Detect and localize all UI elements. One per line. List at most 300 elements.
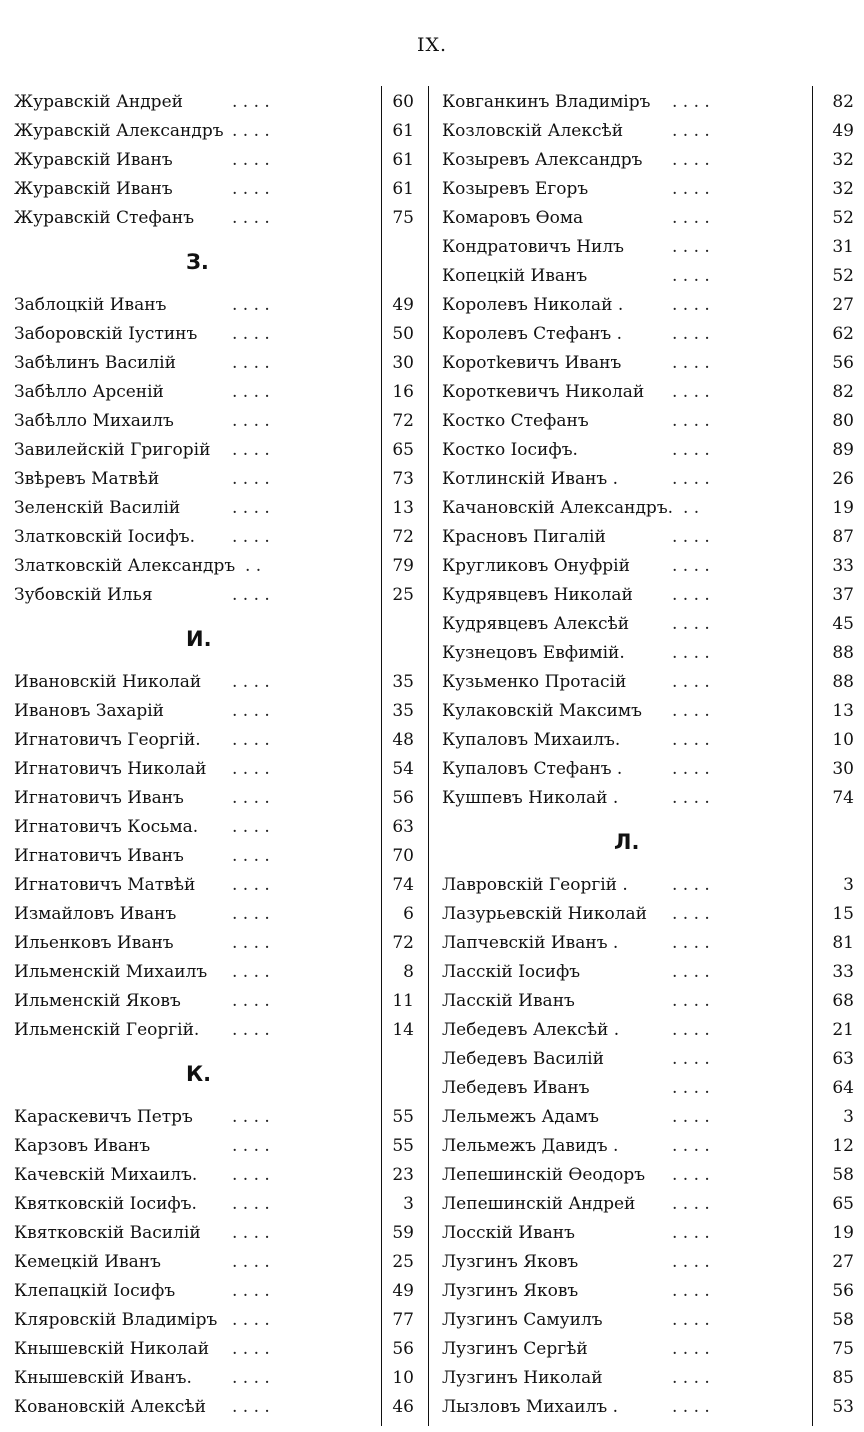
entry-name: Лепешинскій Ѳеодоръ — [442, 1165, 646, 1185]
leader-dots: . . . . — [672, 295, 710, 315]
leader-dots: . . . . — [672, 382, 710, 402]
entry-name: Карзовъ Иванъ — [14, 1136, 151, 1156]
entry-name: Лельмежъ Давидъ . — [442, 1136, 619, 1156]
entry-name: Кудрявцевъ Алексѣй — [442, 614, 630, 634]
leader-dots: . . . . — [232, 324, 270, 344]
entry-page-number: 72 — [392, 527, 414, 547]
entry-name: Ласскій Іосифъ — [442, 962, 581, 982]
entry-page-number: 25 — [392, 585, 414, 605]
entry-page-number: 87 — [832, 527, 854, 547]
leader-dots: . . . . — [232, 1165, 270, 1185]
entry-page-number: 63 — [392, 817, 414, 837]
leader-dots: . . . . — [672, 1252, 710, 1272]
section-letter-heading — [442, 813, 854, 871]
leader-dots: . . . . — [672, 1339, 710, 1359]
entry-name: Костко Іосифъ. — [442, 440, 578, 460]
entry-name: Лельмежъ Адамъ — [442, 1107, 599, 1127]
leader-dots: . . . . — [672, 759, 710, 779]
index-entry — [442, 552, 854, 581]
index-entry — [14, 1277, 414, 1306]
entry-name: Игнатовичъ Иванъ — [14, 788, 184, 808]
entry-page-number: 70 — [392, 846, 414, 866]
index-entry — [442, 784, 854, 813]
leader-dots: . . . . — [672, 875, 710, 895]
index-entry — [442, 320, 854, 349]
index-entry — [442, 1277, 854, 1306]
entry-name: Ильменскій Михаилъ — [14, 962, 208, 982]
entry-name: Забѣлинъ Василій — [14, 353, 176, 373]
leader-dots: . . . . — [672, 411, 710, 431]
entry-page-number: 56 — [832, 353, 854, 373]
leader-dots: . . . . — [232, 817, 270, 837]
index-entry — [442, 88, 854, 117]
entry-page-number: 61 — [392, 150, 414, 170]
leader-dots: . . . . — [232, 1223, 270, 1243]
section-letter: К. — [186, 1062, 212, 1086]
entry-name: Журавскій Иванъ — [14, 179, 173, 199]
entry-page-number: 56 — [392, 788, 414, 808]
leader-dots: . . . . — [232, 469, 270, 489]
index-entry — [442, 1161, 854, 1190]
leader-dots: . . . . — [672, 121, 710, 141]
entry-name: Игнатовичъ Косьма. — [14, 817, 199, 837]
entry-page-number: 62 — [832, 324, 854, 344]
leader-dots: . . . . — [232, 759, 270, 779]
entry-page-number: 68 — [832, 991, 854, 1011]
entry-page-number: 30 — [392, 353, 414, 373]
entry-page-number: 58 — [832, 1165, 854, 1185]
index-entry — [14, 1335, 414, 1364]
index-entry — [442, 726, 854, 755]
entry-page-number: 11 — [392, 991, 414, 1011]
entry-name: Забѣлло Арсеній — [14, 382, 164, 402]
leader-dots: . . . . — [672, 324, 710, 344]
entry-page-number: 61 — [392, 179, 414, 199]
leader-dots: . . . . — [232, 1107, 270, 1127]
entry-name: Звѣревъ Матвѣй — [14, 469, 160, 489]
leader-dots: . . . . — [672, 266, 710, 286]
section-letter-heading — [14, 233, 414, 291]
leader-dots: . . . . — [232, 1397, 270, 1417]
entry-page-number: 19 — [832, 498, 854, 518]
entry-name: Королевъ Стефанъ . — [442, 324, 623, 344]
index-entry — [14, 436, 414, 465]
index-entry — [14, 755, 414, 784]
index-entry — [442, 1074, 854, 1103]
leader-dots: . . — [683, 498, 700, 518]
leader-dots: . . . . — [672, 1368, 710, 1388]
leader-dots: . . . . — [672, 933, 710, 953]
entry-name: Кнышевскій Иванъ. — [14, 1368, 192, 1388]
leader-dots: . . . . — [672, 672, 710, 692]
leader-dots: . . . . — [672, 1078, 710, 1098]
leader-dots: . . . . — [232, 1310, 270, 1330]
entry-page-number: 13 — [832, 701, 854, 721]
entry-name: Журавскій Александръ — [14, 121, 224, 141]
leader-dots: . . . . — [232, 1020, 270, 1040]
index-entry — [442, 610, 854, 639]
leader-dots: . . . . — [672, 1194, 710, 1214]
entry-name: Кудрявцевъ Николай — [442, 585, 633, 605]
index-entry — [14, 1161, 414, 1190]
index-entry — [14, 697, 414, 726]
entry-page-number: 6 — [403, 904, 414, 924]
entry-page-number: 46 — [392, 1397, 414, 1417]
entry-page-number: 33 — [832, 556, 854, 576]
index-entry — [14, 407, 414, 436]
leader-dots: . . . . — [232, 179, 270, 199]
index-entry — [442, 175, 854, 204]
leader-dots: . . . . — [232, 701, 270, 721]
entry-page-number: 35 — [392, 701, 414, 721]
entry-page-number: 15 — [832, 904, 854, 924]
leader-dots: . . . . — [672, 1020, 710, 1040]
entry-page-number: 45 — [832, 614, 854, 634]
index-entry — [14, 1219, 414, 1248]
entry-name: Ивановъ Захарій — [14, 701, 164, 721]
leader-dots: . . — [245, 556, 262, 576]
index-entry — [14, 987, 414, 1016]
entry-page-number: 33 — [832, 962, 854, 982]
index-entry — [442, 581, 854, 610]
leader-dots: . . . . — [232, 382, 270, 402]
entry-page-number: 3 — [843, 875, 854, 895]
entry-name: Ковганкинъ Владиміръ — [442, 92, 651, 112]
entry-page-number: 72 — [392, 411, 414, 431]
leader-dots: . . . . — [672, 469, 710, 489]
leader-dots: . . . . — [672, 1223, 710, 1243]
entry-name: Купаловъ Михаилъ. — [442, 730, 621, 750]
index-entry — [442, 262, 854, 291]
leader-dots: . . . . — [232, 527, 270, 547]
leader-dots: . . . . — [672, 1049, 710, 1069]
entry-page-number: 77 — [392, 1310, 414, 1330]
entry-name: Игнатовичъ Матвѣй — [14, 875, 196, 895]
entry-page-number: 81 — [832, 933, 854, 953]
entry-name: Лузгинъ Яковъ — [442, 1252, 579, 1272]
entry-name: Кузьменко Протасій — [442, 672, 627, 692]
entry-page-number: 3 — [403, 1194, 414, 1214]
entry-page-number: 61 — [392, 121, 414, 141]
leader-dots: . . . . — [232, 788, 270, 808]
index-entry — [442, 1364, 854, 1393]
index-entry — [442, 871, 854, 900]
index-entry — [14, 581, 414, 610]
index-entry — [14, 842, 414, 871]
entry-name: Златковскій Александръ — [14, 556, 236, 576]
leader-dots: . . . . — [672, 904, 710, 924]
entry-page-number: 52 — [832, 208, 854, 228]
entry-page-number: 26 — [832, 469, 854, 489]
leader-dots: . . . . — [672, 1107, 710, 1127]
entry-name: Козыревъ Александръ — [442, 150, 643, 170]
index-entry — [14, 1306, 414, 1335]
entry-name: Игнатовичъ Георгій. — [14, 730, 201, 750]
entry-page-number: 52 — [832, 266, 854, 286]
index-entry — [442, 1393, 854, 1422]
entry-name: Забѣлло Михаилъ — [14, 411, 174, 431]
index-entry — [442, 929, 854, 958]
leader-dots: . . . . — [672, 701, 710, 721]
entry-name: Качановскій Александръ. — [442, 498, 674, 518]
entry-name: Лузгинъ Самуилъ — [442, 1310, 603, 1330]
leader-dots: . . . . — [232, 411, 270, 431]
leader-dots: . . . . — [672, 179, 710, 199]
leader-dots: . . . . — [672, 1165, 710, 1185]
entry-page-number: 13 — [392, 498, 414, 518]
entry-page-number: 27 — [832, 295, 854, 315]
index-entry — [442, 1103, 854, 1132]
entry-page-number: 27 — [832, 1252, 854, 1272]
entry-page-number: 64 — [832, 1078, 854, 1098]
entry-name: Зубовскій Илья — [14, 585, 153, 605]
entry-page-number: 49 — [392, 295, 414, 315]
leader-dots: . . . . — [232, 1281, 270, 1301]
entry-page-number: 30 — [832, 759, 854, 779]
section-letter: Л. — [614, 830, 640, 854]
entry-name: Коротkевичъ Иванъ — [442, 353, 622, 373]
leader-dots: . . . . — [232, 150, 270, 170]
index-entry — [14, 349, 414, 378]
entry-page-number: 10 — [832, 730, 854, 750]
leader-dots: . . . . — [672, 788, 710, 808]
index-entry — [442, 1219, 854, 1248]
entry-page-number: 3 — [843, 1107, 854, 1127]
index-entry — [14, 958, 414, 987]
leader-dots: . . . . — [232, 121, 270, 141]
entry-name: Котлинскій Иванъ . — [442, 469, 619, 489]
entry-name: Лебедевъ Василій — [442, 1049, 604, 1069]
entry-page-number: 74 — [392, 875, 414, 895]
leader-dots: . . . . — [672, 92, 710, 112]
index-entry — [14, 900, 414, 929]
entry-page-number: 82 — [832, 92, 854, 112]
index-column-left — [14, 88, 414, 1422]
leader-dots: . . . . — [672, 991, 710, 1011]
entry-name: Заблоцкій Иванъ — [14, 295, 167, 315]
index-entry — [14, 668, 414, 697]
leader-dots: . . . . — [672, 237, 710, 257]
entry-page-number: 23 — [392, 1165, 414, 1185]
index-entry — [442, 204, 854, 233]
entry-page-number: 79 — [392, 556, 414, 576]
index-entry — [442, 494, 854, 523]
entry-name: Лузгинъ Николай — [442, 1368, 603, 1388]
entry-name: Лызловъ Михаилъ . — [442, 1397, 619, 1417]
entry-name: Кругликовъ Онуфрій — [442, 556, 630, 576]
index-entry — [442, 1016, 854, 1045]
index-entry — [14, 813, 414, 842]
index-entry — [14, 1132, 414, 1161]
entry-name: Лузгинъ Яковъ — [442, 1281, 579, 1301]
entry-name: Игнатовичъ Иванъ — [14, 846, 184, 866]
entry-page-number: 31 — [832, 237, 854, 257]
entry-page-number: 54 — [392, 759, 414, 779]
index-entry — [14, 1190, 414, 1219]
entry-name: Короткевичъ Николай — [442, 382, 645, 402]
leader-dots: . . . . — [672, 208, 710, 228]
entry-page-number: 48 — [392, 730, 414, 750]
index-entry — [442, 349, 854, 378]
index-entry — [442, 668, 854, 697]
entry-page-number: 65 — [392, 440, 414, 460]
entry-page-number: 50 — [392, 324, 414, 344]
leader-dots: . . . . — [672, 440, 710, 460]
entry-name: Журавскій Стефанъ — [14, 208, 195, 228]
entry-name: Лапчевскій Иванъ . — [442, 933, 619, 953]
entry-name: Журавскій Андрей — [14, 92, 183, 112]
entry-page-number: 56 — [832, 1281, 854, 1301]
leader-dots: . . . . — [672, 527, 710, 547]
entry-page-number: 49 — [832, 121, 854, 141]
leader-dots: . . . . — [232, 440, 270, 460]
entry-name: Квятковскій Іосифъ. — [14, 1194, 197, 1214]
entry-name: Красновъ Пигалій — [442, 527, 606, 547]
entry-page-number: 49 — [392, 1281, 414, 1301]
leader-dots: . . . . — [232, 498, 270, 518]
index-entry — [14, 494, 414, 523]
entry-name: Игнатовичъ Николай — [14, 759, 207, 779]
entry-name: Козыревъ Егоръ — [442, 179, 589, 199]
entry-page-number: 58 — [832, 1310, 854, 1330]
leader-dots: . . . . — [672, 1310, 710, 1330]
index-entry — [442, 465, 854, 494]
index-entry — [442, 233, 854, 262]
section-letter-heading — [14, 610, 414, 668]
entry-name: Измайловъ Иванъ — [14, 904, 177, 924]
index-entry — [442, 697, 854, 726]
entry-page-number: 75 — [392, 208, 414, 228]
entry-name: Лавровскій Георгій . — [442, 875, 628, 895]
entry-name: Квятковскій Василій — [14, 1223, 201, 1243]
leader-dots: . . . . — [672, 643, 710, 663]
entry-page-number: 37 — [832, 585, 854, 605]
index-entry — [14, 175, 414, 204]
entry-page-number: 88 — [832, 672, 854, 692]
entry-name: Ивановскій Николай — [14, 672, 202, 692]
index-entry — [442, 1190, 854, 1219]
entry-name: Кулаковскій Максимъ — [442, 701, 642, 721]
leader-dots: . . . . — [232, 295, 270, 315]
leader-dots: . . . . — [232, 904, 270, 924]
index-entry — [14, 1393, 414, 1422]
index-entry — [14, 1103, 414, 1132]
leader-dots: . . . . — [672, 585, 710, 605]
index-entry — [14, 871, 414, 900]
leader-dots: . . . . — [232, 1252, 270, 1272]
leader-dots: . . . . — [672, 353, 710, 373]
entry-name: Ильменскій Георгій. — [14, 1020, 200, 1040]
entry-name: Златковскій Іосифъ. — [14, 527, 196, 547]
entry-page-number: 89 — [832, 440, 854, 460]
index-entry — [14, 726, 414, 755]
entry-page-number: 8 — [403, 962, 414, 982]
entry-name: Журавскій Иванъ — [14, 150, 173, 170]
leader-dots: . . . . — [232, 875, 270, 895]
entry-page-number: 19 — [832, 1223, 854, 1243]
entry-name: Кузнецовъ Евфимій. — [442, 643, 625, 663]
index-entry — [442, 1132, 854, 1161]
entry-name: Копецкій Иванъ — [442, 266, 588, 286]
entry-page-number: 72 — [392, 933, 414, 953]
section-letter: И. — [186, 627, 212, 651]
leader-dots: . . . . — [232, 353, 270, 373]
entry-page-number: 55 — [392, 1107, 414, 1127]
index-entry — [14, 291, 414, 320]
entry-page-number: 14 — [392, 1020, 414, 1040]
index-entry — [442, 1248, 854, 1277]
index-entry — [14, 146, 414, 175]
leader-dots: . . . . — [232, 962, 270, 982]
entry-name: Лебедевъ Алексѣй . — [442, 1020, 620, 1040]
entry-page-number: 82 — [832, 382, 854, 402]
leader-dots: . . . . — [232, 933, 270, 953]
leader-dots: . . . . — [232, 672, 270, 692]
index-entry — [14, 320, 414, 349]
index-entry — [14, 552, 414, 581]
entry-page-number: 55 — [392, 1136, 414, 1156]
entry-name: Лепешинскій Андрей — [442, 1194, 636, 1214]
index-entry — [442, 146, 854, 175]
leader-dots: . . . . — [232, 730, 270, 750]
entry-name: Клепацкій Іосифъ — [14, 1281, 176, 1301]
entry-name: Комаровъ Ѳома — [442, 208, 584, 228]
index-entry — [442, 1306, 854, 1335]
section-letter: З. — [186, 250, 209, 274]
entry-page-number: 10 — [392, 1368, 414, 1388]
entry-name: Лазурьевскій Николай — [442, 904, 647, 924]
entry-name: Заборовскій Іустинъ — [14, 324, 198, 344]
index-entry — [442, 639, 854, 668]
page-number: IX. — [416, 34, 448, 56]
index-entry — [442, 900, 854, 929]
entry-page-number: 63 — [832, 1049, 854, 1069]
entry-page-number: 85 — [832, 1368, 854, 1388]
entry-name: Ковановскій Алексѣй — [14, 1397, 207, 1417]
leader-dots: . . . . — [672, 150, 710, 170]
leader-dots: . . . . — [672, 730, 710, 750]
leader-dots: . . . . — [672, 556, 710, 576]
leader-dots: . . . . — [232, 585, 270, 605]
index-entry — [442, 436, 854, 465]
leader-dots: . . . . — [232, 208, 270, 228]
index-entry — [14, 784, 414, 813]
entry-name: Кнышевскій Николай — [14, 1339, 210, 1359]
entry-name: Кляровскій Владиміръ — [14, 1310, 218, 1330]
entry-page-number: 59 — [392, 1223, 414, 1243]
index-entry — [14, 929, 414, 958]
section-letter-heading — [14, 1045, 414, 1103]
entry-name: Качевскій Михаилъ. — [14, 1165, 198, 1185]
entry-page-number: 74 — [832, 788, 854, 808]
index-entry — [14, 523, 414, 552]
entry-name: Костко Стефанъ — [442, 411, 589, 431]
entry-page-number: 32 — [832, 150, 854, 170]
entry-name: Козловскій Алексѣй — [442, 121, 624, 141]
entry-name: Караскевичъ Петръ — [14, 1107, 193, 1127]
entry-page-number: 12 — [832, 1136, 854, 1156]
entry-name: Зеленскій Василій — [14, 498, 181, 518]
entry-page-number: 65 — [832, 1194, 854, 1214]
index-entry — [14, 117, 414, 146]
entry-name: Лебедевъ Иванъ — [442, 1078, 590, 1098]
index-entry — [14, 1248, 414, 1277]
entry-name: Ласскій Иванъ — [442, 991, 575, 1011]
entry-page-number: 35 — [392, 672, 414, 692]
entry-page-number: 25 — [392, 1252, 414, 1272]
index-entry — [442, 755, 854, 784]
entry-name: Лосскій Иванъ — [442, 1223, 575, 1243]
